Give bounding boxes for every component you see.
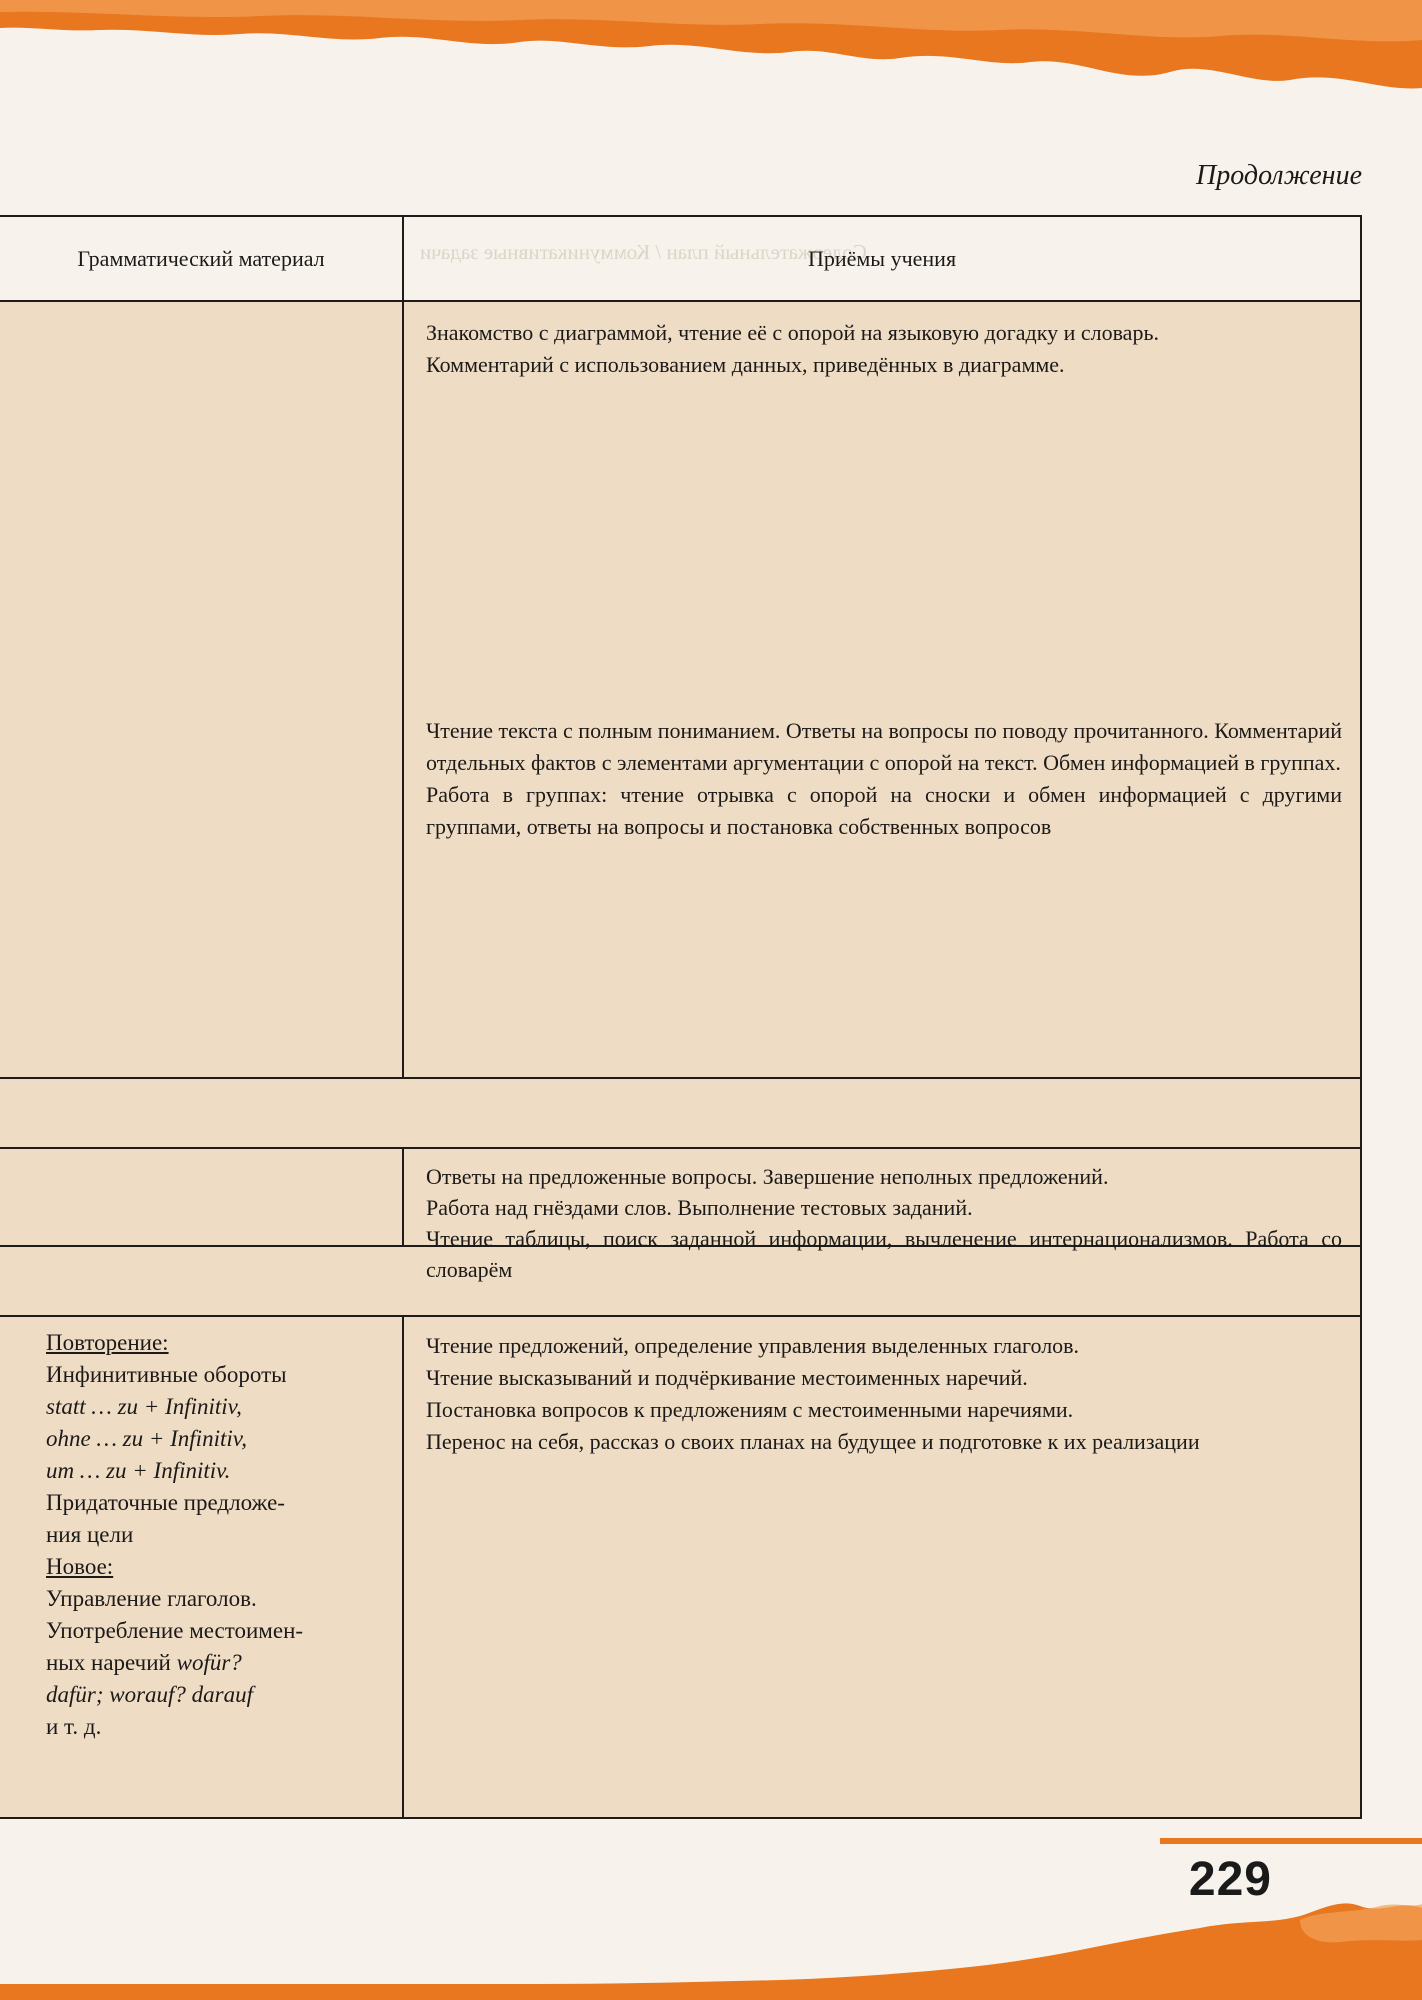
grammar-example: dafür; worauf? darauf: [46, 1682, 254, 1707]
table-border-header-bottom: [0, 300, 1362, 302]
row-1-methods: [426, 317, 1342, 381]
bottom-decorative-band: [0, 1880, 1422, 2000]
column-divider: [402, 215, 404, 1079]
grammar-line: и т. д.: [46, 1714, 102, 1739]
grammar-construct: ohne … zu + Infinitiv,: [46, 1426, 247, 1451]
row-1-grammar-fill: [0, 302, 402, 1077]
bleed-through: Содержательный план / Коммуникативные задачи: [420, 240, 867, 264]
top-decorative-band: [0, 0, 1422, 110]
row-3-grammar-fill: [0, 1149, 402, 1245]
grammar-line: [46, 1647, 396, 1679]
row-4-methods: [426, 1330, 1342, 1458]
table-border-row: [0, 1315, 1362, 1317]
method-line: Комментарий с использованием данных, приведённых в диаграмме.: [426, 352, 1065, 377]
row-1-methods-fill: [404, 302, 1362, 1077]
row-2-methods: [426, 715, 1342, 843]
method-line: Работа над гнёздами слов. Выполнение тестовых заданий.: [426, 1195, 973, 1220]
method-line: Постановка вопросов к предложениям с местоименными наречиями.: [426, 1397, 1074, 1422]
column-divider: [402, 1315, 404, 1819]
table-border-row: [0, 1147, 1362, 1149]
grammar-line: Употребление местоимен-: [46, 1618, 304, 1643]
new-label: Новое:: [46, 1554, 114, 1579]
table-border-bottom: [0, 1817, 1362, 1819]
method-line: Ответы на предложенные вопросы. Завершение неполных предложений.: [426, 1164, 1109, 1189]
grammar-line: Управление глаголов.: [46, 1586, 257, 1611]
grammar-construct: statt … zu + Infinitiv,: [46, 1394, 242, 1419]
method-line: Перенос на себя, рассказ о своих планах на будущее и подготовке к их реализации: [426, 1429, 1200, 1454]
separator-row-1-fill: [0, 1079, 1362, 1147]
header-methods: Приёмы учения: [807, 245, 957, 271]
page-number: 229: [1188, 1853, 1272, 1906]
table-border-right: [1360, 215, 1362, 1819]
page-number-rule: [1160, 1838, 1422, 1844]
table-border-row: [0, 1077, 1362, 1079]
grammar-example: wofür?: [176, 1650, 242, 1675]
grammar-line: ния цели: [46, 1522, 134, 1547]
header-grammar: Грамматический материал: [77, 245, 325, 271]
grammar-line: Инфинитивные обороты: [46, 1362, 287, 1387]
continuation-label: Продолжение: [1196, 160, 1362, 191]
grammar-text: ных наречий: [46, 1650, 177, 1675]
method-line: Чтение высказываний и подчёркивание местоименных наречий.: [426, 1365, 1028, 1390]
row-4-grammar: [46, 1327, 396, 1743]
method-line: Чтение текста с полным пониманием. Ответы на вопросы по поводу прочитанного. Комментарий отдельных фактов с элементами аргументации с опорой на текст. Обмен информацией в группах.: [426, 718, 1342, 775]
grammar-line: Придаточные предложе-: [46, 1490, 285, 1515]
method-line: Знакомство с диаграммой, чтение её с опорой на языковую догадку и словарь.: [426, 320, 1159, 345]
grammar-construct: um … zu + Infinitiv.: [46, 1458, 231, 1483]
column-divider: [402, 1147, 404, 1247]
method-line: Работа в группах: чтение отрывка с опорой на сноски и обмен информацией с другими группами, ответы на вопросы и постановка собственных вопросов: [426, 782, 1342, 839]
repeat-label: Повторение:: [46, 1330, 169, 1355]
methods-table: [0, 215, 1362, 1819]
method-line: Чтение предложений, определение управления выделенных глаголов.: [426, 1333, 1080, 1358]
row-3-methods: [426, 1161, 1342, 1285]
method-line: Чтение таблицы, поиск заданной информации, вычленение интернационализмов. Работа со словарём: [426, 1226, 1342, 1282]
